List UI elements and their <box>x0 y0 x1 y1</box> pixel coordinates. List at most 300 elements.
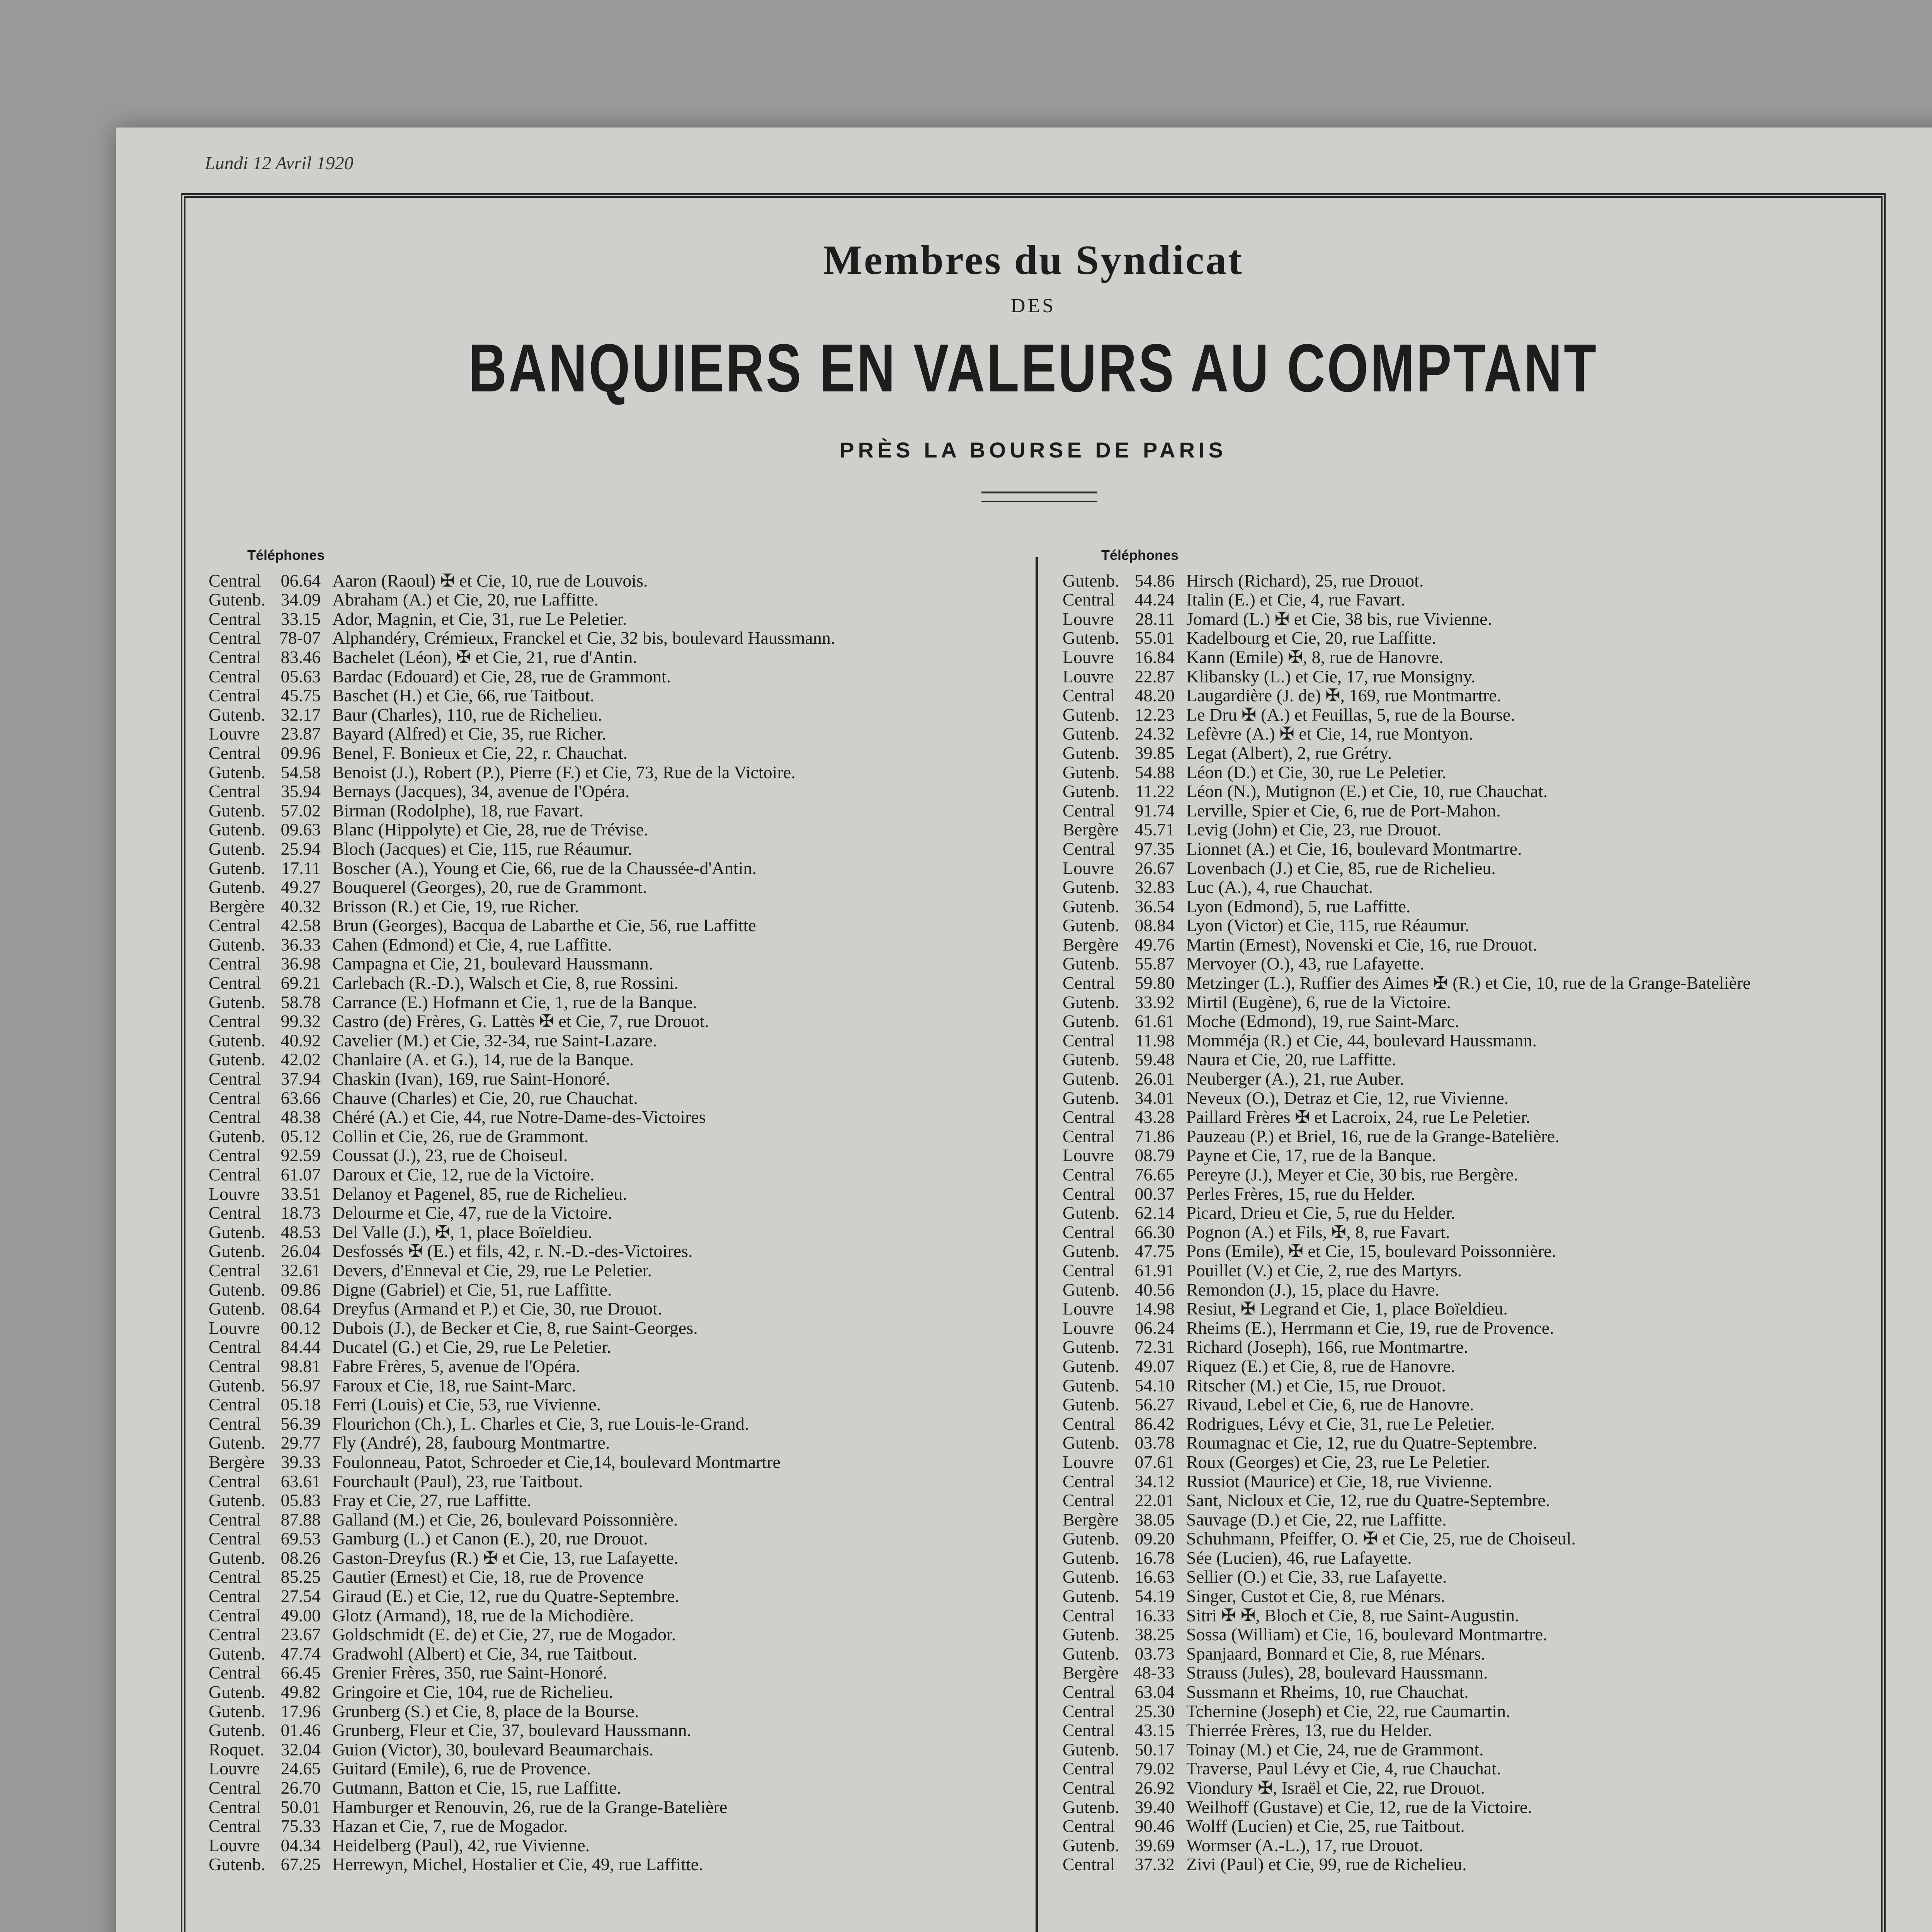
member-row <box>1063 1510 1855 1529</box>
member-entry: Chanlaire (A. et G.), 14, rue de la Banque. <box>332 1050 634 1070</box>
member-phone: 62.14 <box>1134 1203 1175 1223</box>
member-exchange: Louvre <box>1063 1146 1114 1165</box>
member-phone: 08.26 <box>281 1548 321 1568</box>
member-entry: Rheims (E.), Herrmann et Cie, 19, rue de Provence. <box>1186 1318 1554 1338</box>
member-row <box>209 1587 1001 1606</box>
member-phone: 27.54 <box>281 1587 321 1606</box>
member-phone: 63.04 <box>1134 1682 1175 1702</box>
member-exchange: Louvre <box>1063 858 1114 878</box>
member-phone: 09.86 <box>281 1280 321 1299</box>
member-exchange: Gutenb. <box>1063 1012 1119 1031</box>
member-exchange: Bergère <box>209 1452 265 1472</box>
member-exchange: Louvre <box>209 1835 260 1855</box>
member-entry: Ritscher (M.) et Cie, 15, rue Drouot. <box>1186 1376 1446 1395</box>
member-exchange: Gutenb. <box>1063 916 1119 935</box>
member-row <box>1063 1587 1855 1606</box>
member-entry: Legat (Albert), 2, rue Grétry. <box>1186 743 1392 763</box>
member-phone: 16.78 <box>1134 1548 1175 1568</box>
member-exchange: Gutenb. <box>1063 878 1119 897</box>
member-entry: Toinay (M.) et Cie, 24, rue de Grammont. <box>1186 1740 1484 1759</box>
member-phone: 03.78 <box>1134 1433 1175 1452</box>
member-entry: Strauss (Jules), 28, boulevard Haussmann. <box>1186 1663 1488 1683</box>
member-entry: Mervoyer (O.), 43, rue Lafayette. <box>1186 954 1424 974</box>
member-entry: Hirsch (Richard), 25, rue Drouot. <box>1186 571 1424 590</box>
member-phone: 32.17 <box>281 705 321 724</box>
member-entry: Gaston-Dreyfus (R.) ✠ et Cie, 13, rue Lafayette. <box>332 1548 679 1568</box>
member-entry: Dreyfus (Armand et P.) et Cie, 30, rue Drouot. <box>332 1299 662 1318</box>
member-phone: 69.53 <box>281 1529 321 1548</box>
member-entry: Pognon (A.) et Fils, ✠, 8, rue Favart. <box>1186 1222 1450 1242</box>
member-phone: 45.75 <box>281 686 321 705</box>
member-phone: 16.33 <box>1134 1605 1175 1625</box>
member-entry: Léon (N.), Mutignon (E.) et Cie, 10, rue Chauchat. <box>1186 782 1548 801</box>
member-phone: 69.21 <box>281 973 321 993</box>
member-phone: 11.98 <box>1135 1031 1175 1050</box>
member-row <box>209 667 1001 686</box>
member-entry: Brisson (R.) et Cie, 19, rue Richer. <box>332 896 579 916</box>
member-row <box>209 1567 1001 1587</box>
member-entry: Carrance (E.) Hofmann et Cie, 1, rue de la Banque. <box>332 992 697 1012</box>
member-row <box>1063 667 1855 686</box>
member-exchange: Central <box>209 782 261 801</box>
member-entry: Traverse, Paul Lévy et Cie, 4, rue Chauchat. <box>1186 1759 1501 1778</box>
member-exchange: Gutenb. <box>209 1548 265 1568</box>
member-entry: Roux (Georges) et Cie, 23, rue Le Peletier. <box>1186 1452 1490 1472</box>
member-exchange: Gutenb. <box>1063 1280 1119 1299</box>
member-phone: 99.32 <box>281 1012 321 1031</box>
member-row <box>1063 1759 1855 1778</box>
member-exchange: Central <box>209 1088 261 1108</box>
member-row <box>209 1069 1001 1088</box>
member-exchange: Central <box>209 1203 261 1223</box>
member-exchange: Central <box>209 1797 261 1817</box>
member-entry: Goldschmidt (E. de) et Cie, 27, rue de Mogador. <box>332 1625 676 1644</box>
member-entry: Gringoire et Cie, 104, rue de Richelieu. <box>332 1682 613 1702</box>
member-row <box>209 1146 1001 1165</box>
member-exchange: Gutenb. <box>209 1644 265 1663</box>
member-exchange: Central <box>209 1567 261 1587</box>
member-exchange: Central <box>1063 686 1115 705</box>
member-phone: 39.85 <box>1134 743 1175 763</box>
member-row <box>209 1606 1001 1625</box>
member-entry: Heidelberg (Paul), 42, rue Vivienne. <box>332 1835 590 1855</box>
member-entry: Chéré (A.) et Cie, 44, rue Notre-Dame-des-Victoires <box>332 1107 706 1127</box>
member-entry: Bardac (Edouard) et Cie, 28, rue de Grammont. <box>332 667 671 686</box>
member-exchange: Gutenb. <box>1063 1625 1119 1644</box>
member-row <box>1063 1299 1855 1318</box>
title-sub: PRÈS LA BOURSE DE PARIS <box>840 438 1227 462</box>
member-phone: 67.25 <box>281 1855 321 1874</box>
member-row <box>1063 1798 1855 1817</box>
member-entry: Ferri (Louis) et Cie, 53, rue Vivienne. <box>332 1395 601 1414</box>
member-phone: 86.42 <box>1134 1414 1175 1434</box>
member-entry: Riquez (E.) et Cie, 8, rue de Hanovre. <box>1186 1356 1456 1376</box>
member-phone: 16.84 <box>1134 647 1175 667</box>
member-phone: 05.18 <box>281 1395 321 1414</box>
member-row <box>1063 590 1855 609</box>
member-phone: 34.01 <box>1134 1088 1175 1108</box>
member-row <box>209 571 1001 590</box>
member-exchange: Central <box>209 743 261 763</box>
member-exchange: Gutenb. <box>209 1242 265 1261</box>
member-exchange: Central <box>209 1471 261 1491</box>
member-exchange: Gutenb. <box>1063 705 1119 724</box>
page-date: Lundi 12 Avril 1920 <box>205 153 354 173</box>
member-row <box>209 820 1001 839</box>
member-phone: 72.31 <box>1134 1337 1175 1357</box>
member-row <box>209 1472 1001 1491</box>
member-entry: Benel, F. Bonieux et Cie, 22, r. Chauchat. <box>332 743 628 763</box>
member-exchange: Central <box>1063 1471 1115 1491</box>
member-exchange: Gutenb. <box>209 1701 265 1721</box>
member-phone: 45.71 <box>1134 820 1175 839</box>
member-entry: Blanc (Hippolyte) et Cie, 28, rue de Trévise. <box>332 820 648 839</box>
member-row <box>209 1376 1001 1395</box>
member-phone: 66.45 <box>281 1663 321 1683</box>
member-phone: 75.33 <box>281 1816 321 1836</box>
member-exchange: Gutenb. <box>209 820 265 839</box>
member-phone: 49.07 <box>1134 1356 1175 1376</box>
member-row <box>1063 1414 1855 1434</box>
member-row <box>1063 1702 1855 1721</box>
member-entry: Boscher (A.), Young et Cie, 66, rue de la Chaussée-d'Antin. <box>332 858 757 878</box>
member-row <box>209 993 1001 1012</box>
member-exchange: Gutenb. <box>1063 762 1119 782</box>
member-row <box>1063 743 1855 763</box>
member-exchange: Bergère <box>1063 1663 1119 1683</box>
member-phone: 38.25 <box>1134 1625 1175 1644</box>
member-exchange: Gutenb. <box>1063 1797 1119 1817</box>
member-entry: Wolff (Lucien) et Cie, 25, rue Taitbout. <box>1186 1816 1465 1836</box>
member-phone: 48-33 <box>1133 1663 1175 1683</box>
member-entry: Flourichon (Ch.), L. Charles et Cie, 3, rue Louis-le-Grand. <box>332 1414 749 1434</box>
member-entry: Lyon (Edmond), 5, rue Laffitte. <box>1186 896 1411 916</box>
member-phone: 25.94 <box>281 839 321 859</box>
member-entry: Glotz (Armand), 18, rue de la Michodière. <box>332 1605 634 1625</box>
member-exchange: Gutenb. <box>1063 1376 1119 1395</box>
member-phone: 07.61 <box>1134 1452 1175 1472</box>
member-phone: 63.66 <box>281 1088 321 1108</box>
member-row <box>1063 1778 1855 1798</box>
member-exchange: Central <box>209 628 261 648</box>
member-row <box>1063 1625 1855 1644</box>
member-row <box>1063 609 1855 629</box>
member-exchange: Gutenb. <box>1063 628 1119 648</box>
member-entry: Aaron (Raoul) ✠ et Cie, 10, rue de Louvois. <box>332 571 648 590</box>
main-frame <box>181 193 1886 1932</box>
member-phone: 00.12 <box>281 1318 321 1338</box>
member-exchange: Bergère <box>1063 935 1119 954</box>
member-entry: Gutmann, Batton et Cie, 15, rue Laffitte. <box>332 1778 621 1798</box>
member-row <box>1063 1816 1855 1836</box>
member-row <box>209 1529 1001 1548</box>
member-entry: Devers, d'Enneval et Cie, 29, rue Le Peletier. <box>332 1260 652 1280</box>
member-row <box>209 763 1001 782</box>
member-entry: Castro (de) Frères, G. Lattès ✠ et Cie, 7, rue Drouot. <box>332 1012 709 1031</box>
member-row <box>1063 1031 1855 1050</box>
member-exchange: Central <box>209 1414 261 1434</box>
member-row <box>209 878 1001 897</box>
member-exchange: Gutenb. <box>209 705 265 724</box>
member-exchange: Central <box>1063 1107 1115 1127</box>
member-row <box>1063 571 1855 590</box>
member-row <box>209 1798 1001 1817</box>
member-phone: 36.54 <box>1134 896 1175 916</box>
member-row <box>209 1778 1001 1798</box>
member-row <box>209 1261 1001 1280</box>
member-phone: 37.32 <box>1134 1855 1175 1874</box>
member-entry: Faroux et Cie, 18, rue Saint-Marc. <box>332 1376 577 1395</box>
member-row <box>1063 1433 1855 1452</box>
member-exchange: Louvre <box>1063 1318 1114 1338</box>
member-row <box>209 1740 1001 1759</box>
member-phone: 08.84 <box>1134 916 1175 935</box>
member-phone: 26.01 <box>1134 1069 1175 1088</box>
member-phone: 61.91 <box>1134 1260 1175 1280</box>
member-entry: Resiut, ✠ Legrand et Cie, 1, place Boïeldieu. <box>1186 1299 1508 1318</box>
member-entry: Remondon (J.), 15, place du Havre. <box>1186 1280 1440 1299</box>
member-entry: Neuberger (A.), 21, rue Auber. <box>1186 1069 1404 1088</box>
member-phone: 42.58 <box>281 916 321 935</box>
member-row <box>1063 686 1855 705</box>
member-phone: 50.17 <box>1134 1740 1175 1759</box>
member-exchange: Central <box>1063 1031 1115 1050</box>
member-row <box>1063 724 1855 743</box>
member-entry: Perles Frères, 15, rue du Helder. <box>1186 1184 1415 1204</box>
member-row <box>209 1491 1001 1510</box>
member-exchange: Central <box>1063 1816 1115 1836</box>
member-phone: 11.22 <box>1135 782 1175 801</box>
member-entry: Bouquerel (Georges), 20, rue de Grammont. <box>332 878 647 897</box>
member-entry: Alphandéry, Crémieux, Franckel et Cie, 32 bis, boulevard Haussmann. <box>332 628 835 648</box>
member-exchange: Gutenb. <box>1063 1069 1119 1088</box>
member-entry: Sussmann et Rheims, 10, rue Chauchat. <box>1186 1682 1469 1702</box>
member-exchange: Gutenb. <box>1063 1587 1119 1606</box>
member-entry: Cavelier (M.) et Cie, 32-34, rue Saint-Lazare. <box>332 1031 657 1050</box>
member-entry: Lionnet (A.) et Cie, 16, boulevard Montmartre. <box>1186 839 1522 859</box>
member-entry: Gradwohl (Albert) et Cie, 34, rue Taitbout. <box>332 1644 638 1663</box>
member-row <box>209 1433 1001 1452</box>
member-phone: 22.87 <box>1134 667 1175 686</box>
member-row <box>209 859 1001 878</box>
member-exchange: Gutenb. <box>209 1031 265 1050</box>
member-entry: Gautier (Ernest) et Cie, 18, rue de Provence <box>332 1567 644 1587</box>
member-exchange: Central <box>1063 1414 1115 1434</box>
member-row <box>209 743 1001 763</box>
member-exchange: Central <box>1063 1605 1115 1625</box>
member-exchange: Central <box>1063 1126 1115 1146</box>
member-exchange: Central <box>1063 1491 1115 1510</box>
member-exchange: Central <box>1063 801 1115 820</box>
member-entry: Brun (Georges), Bacqua de Labarthe et Cie, 56, rue Laffitte <box>332 916 756 935</box>
member-row <box>1063 1663 1855 1682</box>
member-phone: 17.96 <box>281 1701 321 1721</box>
member-entry: Bayard (Alfred) et Cie, 35, rue Richer. <box>332 724 606 743</box>
member-exchange: Gutenb. <box>209 992 265 1012</box>
member-phone: 48.38 <box>281 1107 321 1127</box>
members-right-column <box>1063 546 1855 1874</box>
member-exchange: Central <box>209 1356 261 1376</box>
member-row <box>209 1127 1001 1146</box>
member-phone: 59.80 <box>1134 973 1175 993</box>
member-phone: 56.39 <box>281 1414 321 1434</box>
member-entry: Wormser (A.-L.), 17, rue Drouot. <box>1186 1835 1423 1855</box>
member-exchange: Gutenb. <box>209 1050 265 1070</box>
member-exchange: Gutenb. <box>1063 743 1119 763</box>
member-phone: 85.25 <box>281 1567 321 1587</box>
member-exchange: Gutenb. <box>1063 1356 1119 1376</box>
member-phone: 00.37 <box>1134 1184 1175 1204</box>
member-entry: Fly (André), 28, faubourg Montmartre. <box>332 1433 610 1452</box>
member-entry: Neveux (O.), Detraz et Cie, 12, rue Vivienne. <box>1186 1088 1509 1108</box>
member-row <box>1063 1337 1855 1357</box>
member-row <box>1063 1357 1855 1376</box>
member-exchange: Central <box>209 1012 261 1031</box>
member-phone: 38.05 <box>1134 1510 1175 1529</box>
member-exchange: Central <box>209 916 261 935</box>
member-row <box>1063 878 1855 897</box>
member-exchange: Gutenb. <box>209 1491 265 1510</box>
member-phone: 58.78 <box>281 992 321 1012</box>
member-exchange: Gutenb. <box>1063 1567 1119 1587</box>
member-row <box>1063 897 1855 916</box>
member-row <box>209 1223 1001 1242</box>
member-entry: Abraham (A.) et Cie, 20, rue Laffitte. <box>332 590 599 609</box>
member-exchange: Louvre <box>1063 667 1114 686</box>
member-row <box>209 1107 1001 1127</box>
member-phone: 09.63 <box>281 820 321 839</box>
member-row <box>1063 916 1855 935</box>
member-entry: Sauvage (D.) et Cie, 22, rue Laffitte. <box>1186 1510 1447 1529</box>
member-phone: 24.32 <box>1134 724 1175 743</box>
member-entry: Fray et Cie, 27, rue Laffitte. <box>332 1491 532 1510</box>
member-exchange: Central <box>1063 1222 1115 1242</box>
member-entry: Bloch (Jacques) et Cie, 115, rue Réaumur. <box>332 839 633 859</box>
member-exchange: Louvre <box>209 1184 260 1204</box>
member-exchange: Central <box>209 1069 261 1088</box>
member-entry: Luc (A.), 4, rue Chauchat. <box>1186 878 1373 897</box>
member-entry: Levig (John) et Cie, 23, rue Drouot. <box>1186 820 1442 839</box>
member-exchange: Louvre <box>1063 609 1114 629</box>
member-entry: Chauve (Charles) et Cie, 20, rue Chauchat. <box>332 1088 638 1108</box>
member-row <box>209 705 1001 724</box>
member-row <box>1063 782 1855 801</box>
member-exchange: Central <box>209 686 261 705</box>
member-entry: Paillard Frères ✠ et Lacroix, 24, rue Le Peletier. <box>1186 1107 1531 1127</box>
member-phone: 37.94 <box>281 1069 321 1088</box>
member-entry: Bachelet (Léon), ✠ et Cie, 21, rue d'Antin. <box>332 647 637 667</box>
member-entry: Digne (Gabriel) et Cie, 51, rue Laffitte. <box>332 1280 612 1299</box>
member-row <box>1063 1184 1855 1204</box>
member-entry: Sossa (William) et Cie, 16, boulevard Montmartre. <box>1186 1625 1548 1644</box>
member-phone: 90.46 <box>1134 1816 1175 1836</box>
member-row <box>1063 628 1855 648</box>
member-exchange: Central <box>1063 1682 1115 1702</box>
member-exchange: Gutenb. <box>1063 1433 1119 1452</box>
member-entry: Pouillet (V.) et Cie, 2, rue des Martyrs. <box>1186 1260 1462 1280</box>
member-phone: 55.87 <box>1134 954 1175 974</box>
member-row <box>209 590 1001 609</box>
member-row <box>1063 1069 1855 1088</box>
member-row <box>1063 705 1855 724</box>
member-exchange: Gutenb. <box>1063 1242 1119 1261</box>
ornament-divider <box>981 492 1097 502</box>
member-exchange: Central <box>1063 1778 1115 1798</box>
member-exchange: Gutenb. <box>209 1433 265 1452</box>
member-exchange: Gutenb. <box>209 839 265 859</box>
member-entry: Desfossés ✠ (E.) et fils, 42, r. N.-D.-des-Victoires. <box>332 1242 693 1261</box>
member-row <box>1063 1280 1855 1299</box>
member-entry: Fourchault (Paul), 23, rue Taitbout. <box>332 1471 583 1491</box>
member-row <box>209 1395 1001 1414</box>
member-row <box>209 897 1001 916</box>
member-row <box>1063 1012 1855 1031</box>
member-entry: Herrewyn, Michel, Hostalier et Cie, 49, rue Laffitte. <box>332 1855 703 1874</box>
member-exchange: Gutenb. <box>209 590 265 609</box>
member-phone: 56.97 <box>281 1376 321 1395</box>
member-row <box>1063 763 1855 782</box>
member-phone: 33.15 <box>281 609 321 629</box>
member-entry: Martin (Ernest), Novenski et Cie, 16, rue Drouot. <box>1186 935 1537 954</box>
member-phone: 18.73 <box>281 1203 321 1223</box>
member-entry: Benoist (J.), Robert (P.), Pierre (F.) et Cie, 73, Rue de la Victoire. <box>332 762 796 782</box>
member-entry: Delanoy et Pagenel, 85, rue de Richelieu. <box>332 1184 627 1204</box>
member-phone: 83.46 <box>281 647 321 667</box>
member-entry: Weilhoff (Gustave) et Cie, 12, rue de la Victoire. <box>1186 1797 1532 1817</box>
member-row <box>209 628 1001 648</box>
member-entry: Carlebach (R.-D.), Walsch et Cie, 8, rue Rossini. <box>332 973 679 993</box>
member-phone: 92.59 <box>281 1146 321 1165</box>
member-phone: 39.40 <box>1134 1797 1175 1817</box>
member-entry: Fabre Frères, 5, avenue de l'Opéra. <box>332 1356 580 1376</box>
member-row <box>209 1414 1001 1434</box>
member-phone: 49.27 <box>281 878 321 897</box>
member-entry: Russiot (Maurice) et Cie, 18, rue Vivienne. <box>1186 1471 1493 1491</box>
member-phone: 49.00 <box>281 1605 321 1625</box>
member-row <box>209 1318 1001 1338</box>
member-entry: Spanjaard, Bonnard et Cie, 8, rue Ménars. <box>1186 1644 1486 1663</box>
member-phone: 56.27 <box>1134 1395 1175 1414</box>
member-row <box>209 1702 1001 1721</box>
member-row <box>209 1088 1001 1108</box>
member-exchange: Central <box>1063 1701 1115 1721</box>
member-entry: Grenier Frères, 350, rue Saint-Honoré. <box>332 1663 607 1683</box>
member-entry: Foulonneau, Patot, Schroeder et Cie,14, boulevard Montmartre <box>332 1452 781 1472</box>
member-phone: 79.02 <box>1134 1759 1175 1778</box>
member-phone: 05.83 <box>281 1491 321 1510</box>
member-entry: Bernays (Jacques), 34, avenue de l'Opéra. <box>332 782 630 801</box>
title-des: DES <box>1010 295 1056 317</box>
member-row <box>209 1031 1001 1050</box>
member-row <box>209 1663 1001 1682</box>
member-exchange: Louvre <box>1063 647 1114 667</box>
member-row <box>209 1836 1001 1855</box>
member-phone: 43.15 <box>1134 1721 1175 1740</box>
member-exchange: Central <box>209 1107 261 1127</box>
member-entry: Richard (Joseph), 166, rue Montmartre. <box>1186 1337 1468 1357</box>
member-phone: 26.67 <box>1134 858 1175 878</box>
member-phone: 55.01 <box>1134 628 1175 648</box>
member-phone: 34.12 <box>1134 1471 1175 1491</box>
member-exchange: Bergère <box>1063 1510 1119 1529</box>
member-entry: Italin (E.) et Cie, 4, rue Favart. <box>1186 590 1406 609</box>
member-exchange: Gutenb. <box>1063 954 1119 974</box>
member-phone: 47.74 <box>281 1644 321 1663</box>
member-entry: Le Dru ✠ (A.) et Feuillas, 5, rue de la Bourse. <box>1186 705 1515 724</box>
member-exchange: Bergère <box>209 896 265 916</box>
member-phone: 12.23 <box>1134 705 1175 724</box>
member-phone: 48.53 <box>281 1222 321 1242</box>
